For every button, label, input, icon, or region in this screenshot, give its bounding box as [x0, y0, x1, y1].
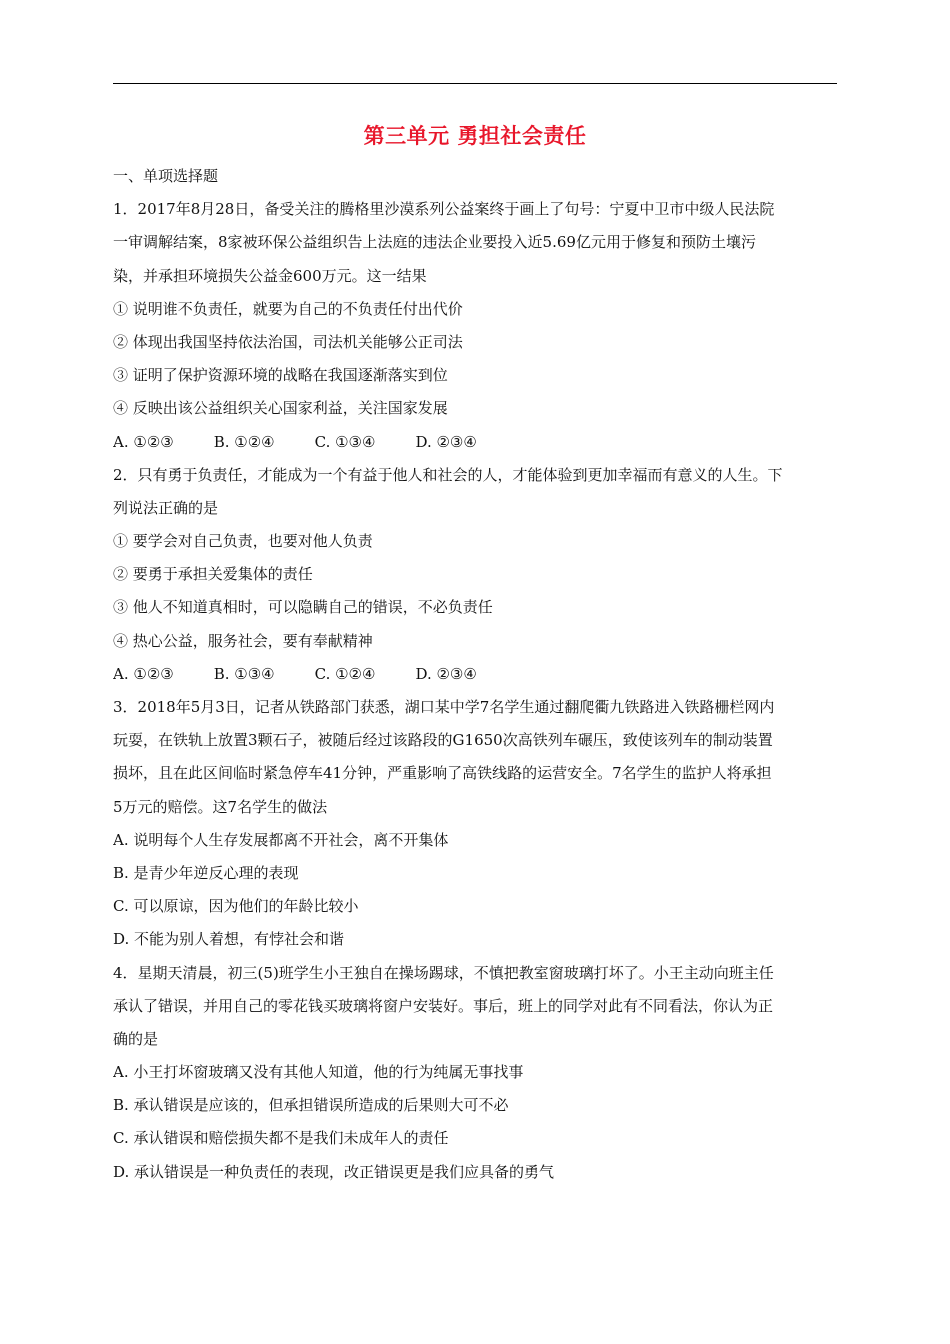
- statement: ④ 反映出该公益组织关心国家利益，关注国家发展: [113, 399, 448, 418]
- question-4: [113, 957, 837, 1189]
- question-stem-line: 5万元的赔偿。这7名学生的做法: [113, 797, 328, 816]
- choice-a: A. ①②③: [113, 432, 174, 451]
- question-1: [113, 193, 837, 459]
- document-body: [113, 160, 837, 1189]
- statement: ① 要学会对自己负责，也要对他人负责: [113, 532, 373, 551]
- choice-row: [113, 426, 837, 459]
- question-stem-line: 4．星期天清晨，初三(5)班学生小王独自在操场踢球，不慎把教室窗玻璃打坏了。小王主动向班主任: [113, 963, 774, 982]
- question-stem-line: 确的是: [113, 1029, 159, 1048]
- statement: ③ 证明了保护资源环境的战略在我国逐渐落实到位: [113, 366, 448, 385]
- statement: ③ 他人不知道真相时，可以隐瞒自己的错误，不必负责任: [113, 598, 493, 617]
- option-a: A. 说明每个人生存发展都离不开社会，离不开集体: [113, 830, 449, 849]
- question-stem-line: 承认了错误，并用自己的零花钱买玻璃将窗户安装好。事后，班上的同学对此有不同看法，你认为正: [113, 996, 774, 1015]
- option-c: C. 承认错误和赔偿损失都不是我们未成年人的责任: [113, 1129, 449, 1148]
- option-a: A. 小王打坏窗玻璃又没有其他人知道，他的行为纯属无事找事: [113, 1063, 524, 1082]
- choice-d: D. ②③④: [415, 432, 477, 451]
- question-stem-line: 列说法正确的是: [113, 498, 219, 517]
- question-stem-line: 染，并承担环境损失公益金600万元。这一结果: [113, 266, 427, 285]
- statement: ② 要勇于承担关爱集体的责任: [113, 565, 313, 584]
- header-rule: [113, 83, 837, 84]
- choice-b: B. ①③④: [213, 664, 275, 683]
- question-stem-line: 损坏，且在此区间临时紧急停车41分钟，严重影响了高铁线路的运营安全。7名学生的监护人将承担: [113, 764, 772, 783]
- question-3: [113, 691, 837, 957]
- question-stem-line: 2．只有勇于负责任，才能成为一个有益于他人和社会的人，才能体验到更加幸福而有意义的人生。下: [113, 465, 783, 484]
- choice-b: B. ①②④: [213, 432, 275, 451]
- question-stem-line: 玩耍，在铁轨上放置3颗石子，被随后经过该路段的G1650次高铁列车碾压，致使该列车的制动装置: [113, 731, 773, 750]
- option-c: C. 可以原谅，因为他们的年龄比较小: [113, 897, 359, 916]
- statement: ④ 热心公益，服务社会，要有奉献精神: [113, 631, 373, 650]
- choice-c: C. ①③④: [314, 432, 376, 451]
- option-b: B. 承认错误是应该的，但承担错误所造成的后果则大可不必: [113, 1096, 509, 1115]
- question-stem-line: 3．2018年5月3日，记者从铁路部门获悉，湖口某中学7名学生通过翻爬衢九铁路进入铁路栅栏网内: [113, 698, 775, 716]
- section-heading: 一、单项选择题: [113, 167, 219, 185]
- option-d: D. 承认错误是一种负责任的表现，改正错误更是我们应具备的勇气: [113, 1162, 555, 1181]
- statement: ② 体现出我国坚持依法治国，司法机关能够公正司法: [113, 332, 463, 351]
- choice-d: D. ②③④: [415, 664, 477, 683]
- question-stem-line: 1．2017年8月28日，备受关注的腾格里沙漠系列公益案终于画上了句号：宁夏中卫市中级人民法院: [113, 200, 775, 219]
- option-d: D. 不能为别人着想，有悖社会和谐: [113, 930, 345, 949]
- question-stem-line: 一审调解结案，8家被环保公益组织告上法庭的违法企业要投入近5.69亿元用于修复和预防土壤污: [113, 233, 756, 252]
- option-b: B. 是青少年逆反心理的表现: [113, 863, 299, 882]
- question-2: [113, 459, 837, 691]
- choice-a: A. ①②③: [113, 664, 174, 683]
- statement: ① 说明谁不负责任，就要为自己的不负责任付出代价: [113, 299, 463, 318]
- page-title: 第三单元 勇担社会责任: [363, 123, 587, 148]
- choice-c: C. ①②④: [314, 664, 376, 683]
- choice-row: [113, 658, 837, 691]
